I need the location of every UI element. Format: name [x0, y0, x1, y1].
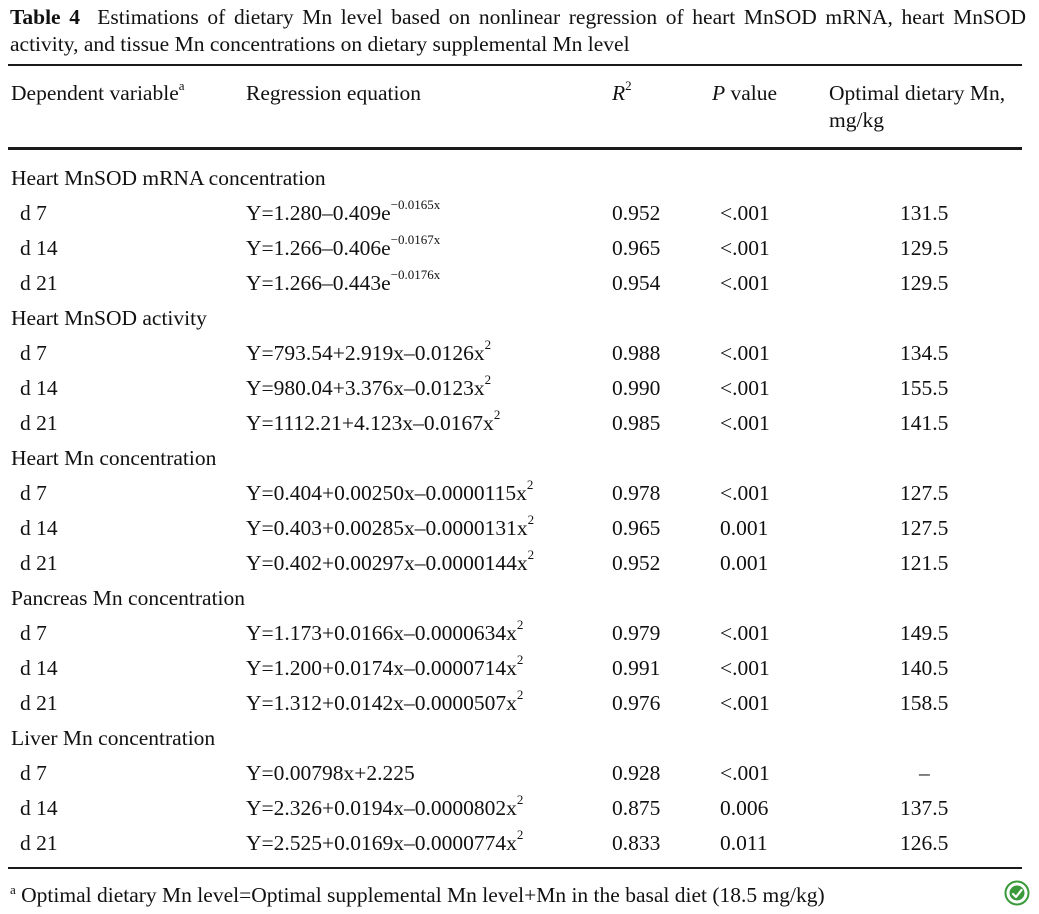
cell-day: d 7 — [20, 761, 47, 785]
cell-p-value: <.001 — [720, 411, 770, 435]
cell-day: d 7 — [20, 621, 47, 645]
equation-text: Y=2.525+0.0169x–0.0000774x — [246, 831, 517, 855]
cell-day: d 7 — [20, 201, 47, 225]
cell-optimal: – — [919, 761, 930, 785]
equation-text: Y=1.173+0.0166x–0.0000634x — [246, 621, 517, 645]
header-p-value: P value — [712, 81, 778, 105]
table-row — [0, 371, 1039, 406]
cell-equation — [246, 406, 500, 441]
table-row — [0, 336, 1039, 371]
section-row — [0, 721, 1039, 756]
equation-text: Y=0.00798x+2.225 — [246, 761, 415, 785]
cell-day: d 7 — [20, 341, 47, 365]
table-row — [0, 476, 1039, 511]
cell-day: d 7 — [20, 481, 47, 505]
equation-text: Y=2.326+0.0194x–0.0000802x — [246, 796, 517, 820]
cell-day: d 14 — [20, 516, 58, 540]
equation-exponent: 2 — [527, 546, 535, 562]
equation-exponent: 2 — [516, 791, 524, 807]
cell-equation — [246, 196, 440, 231]
table-caption — [10, 4, 1026, 58]
cell-r2: 0.990 — [612, 376, 661, 400]
cell-optimal: 121.5 — [900, 551, 949, 575]
section-row — [0, 161, 1039, 196]
cell-p-value: 0.011 — [720, 831, 768, 855]
equation-text: Y=0.402+0.00297x–0.0000144x — [246, 551, 528, 575]
table-row — [0, 231, 1039, 266]
cell-p-value: 0.006 — [720, 796, 769, 820]
cell-optimal: 129.5 — [900, 236, 949, 260]
cell-equation — [246, 546, 534, 581]
cell-r2: 0.952 — [612, 201, 661, 225]
table-row — [0, 826, 1039, 861]
section-title: Heart MnSOD activity — [11, 306, 207, 330]
section-title: Liver Mn concentration — [11, 726, 216, 750]
section-title: Heart MnSOD mRNA concentration — [11, 166, 326, 190]
cell-equation — [246, 511, 534, 546]
cell-day: d 14 — [20, 656, 58, 680]
cell-r2: 0.875 — [612, 796, 661, 820]
cell-r2: 0.978 — [612, 481, 661, 505]
header-equation: Regression equation — [246, 81, 421, 105]
equation-exponent: 2 — [516, 826, 524, 842]
cell-r2: 0.965 — [612, 236, 661, 260]
cell-p-value: <.001 — [720, 271, 770, 295]
cell-p-value: <.001 — [720, 481, 770, 505]
cell-equation — [246, 616, 523, 651]
table-row — [0, 266, 1039, 301]
table-label: Table 4 — [10, 5, 80, 29]
cell-p-value: 0.001 — [720, 516, 769, 540]
equation-exponent: 2 — [516, 616, 524, 632]
equation-exponent: 2 — [527, 511, 535, 527]
cell-p-value: 0.001 — [720, 551, 769, 575]
equation-exponent: 2 — [484, 336, 492, 352]
cell-day: d 14 — [20, 236, 58, 260]
equation-text: Y=0.403+0.00285x–0.0000131x — [246, 516, 528, 540]
table-row — [0, 406, 1039, 441]
cell-equation — [246, 266, 440, 301]
table-row — [0, 756, 1039, 791]
cell-equation — [246, 686, 523, 721]
table-row — [0, 616, 1039, 651]
cell-r2: 0.979 — [612, 621, 661, 645]
cell-equation — [246, 371, 491, 406]
cell-equation — [246, 826, 523, 861]
equation-exponent: 2 — [484, 371, 492, 387]
equation-text: Y=1112.21+4.123x–0.0167x — [246, 411, 494, 435]
cell-equation — [246, 651, 523, 686]
equation-text: Y=0.404+0.00250x–0.0000115x — [246, 481, 527, 505]
table-row — [0, 196, 1039, 231]
cell-equation — [246, 756, 415, 791]
cell-r2: 0.991 — [612, 656, 661, 680]
cell-r2: 0.954 — [612, 271, 661, 295]
section-row — [0, 441, 1039, 476]
cell-optimal: 127.5 — [900, 481, 949, 505]
header-dependent-note: a — [178, 77, 185, 93]
footnote-text: Optimal dietary Mn level=Optimal supplemental Mn level+Mn in the basal diet (18.5 mg/kg) — [21, 883, 825, 907]
cell-day: d 21 — [20, 691, 58, 715]
cell-optimal: 127.5 — [900, 516, 949, 540]
equation-text: Y=793.54+2.919x–0.0126x — [246, 341, 485, 365]
cell-r2: 0.928 — [612, 761, 661, 785]
caption-text: Estimations of dietary Mn level based on nonlinear regression of heart MnSOD mRNA, heart MnSOD activity, and tissue Mn concentrations on dietary supplemental Mn level — [10, 5, 1027, 56]
cell-optimal: 155.5 — [900, 376, 949, 400]
table-row — [0, 511, 1039, 546]
cell-optimal: 131.5 — [900, 201, 949, 225]
cell-day: d 14 — [20, 796, 58, 820]
table-row — [0, 651, 1039, 686]
equation-exponent: 2 — [516, 686, 524, 702]
header-dependent: Dependent variable$^a$ — [11, 77, 185, 105]
cell-day: d 21 — [20, 411, 58, 435]
section-row — [0, 581, 1039, 616]
cell-r2: 0.985 — [612, 411, 661, 435]
cell-optimal: 141.5 — [900, 411, 949, 435]
cell-optimal: 126.5 — [900, 831, 949, 855]
table-row — [0, 686, 1039, 721]
header-optimal: Optimal dietary Mn, mg/kg — [829, 81, 1006, 132]
table-row — [0, 546, 1039, 581]
header-rule — [8, 147, 1022, 150]
cell-optimal: 158.5 — [900, 691, 949, 715]
equation-exponent: −0.0176x — [390, 266, 441, 282]
cell-optimal: 137.5 — [900, 796, 949, 820]
equation-exponent: −0.0165x — [390, 196, 441, 212]
cell-p-value: <.001 — [720, 656, 770, 680]
cell-equation — [246, 336, 491, 371]
cell-day: d 14 — [20, 376, 58, 400]
cell-equation — [246, 791, 523, 826]
equation-exponent: 2 — [493, 406, 501, 422]
cell-p-value: <.001 — [720, 691, 770, 715]
footnote-mark: a — [10, 881, 16, 897]
section-row — [0, 301, 1039, 336]
table-row — [0, 791, 1039, 826]
cell-day: d 21 — [20, 551, 58, 575]
equation-text: Y=1.280–0.409e — [246, 201, 391, 225]
cell-equation — [246, 231, 440, 266]
cell-p-value: <.001 — [720, 621, 770, 645]
cell-p-value: <.001 — [720, 761, 770, 785]
cell-r2: 0.952 — [612, 551, 661, 575]
cell-optimal: 134.5 — [900, 341, 949, 365]
header-r2: $R^2$ — [612, 77, 632, 105]
cell-optimal: 129.5 — [900, 271, 949, 295]
cell-r2: 0.965 — [612, 516, 661, 540]
equation-text: Y=1.266–0.443e — [246, 271, 391, 295]
cell-r2: 0.976 — [612, 691, 661, 715]
equation-text: Y=980.04+3.376x–0.0123x — [246, 376, 485, 400]
footnote — [10, 882, 825, 909]
cell-day: d 21 — [20, 271, 58, 295]
equation-text: Y=1.266–0.406e — [246, 236, 391, 260]
section-title: Heart Mn concentration — [11, 446, 217, 470]
cell-p-value: <.001 — [720, 376, 770, 400]
cell-p-value: <.001 — [720, 341, 770, 365]
cell-optimal: 149.5 — [900, 621, 949, 645]
cell-p-value: <.001 — [720, 201, 770, 225]
cell-equation — [246, 476, 533, 511]
cell-r2: 0.988 — [612, 341, 661, 365]
equation-exponent: 2 — [526, 476, 534, 492]
top-rule — [8, 64, 1022, 66]
bottom-rule — [8, 867, 1022, 869]
section-title: Pancreas Mn concentration — [11, 586, 246, 610]
springer-link-icon[interactable] — [1004, 880, 1030, 906]
equation-exponent: 2 — [516, 651, 524, 667]
cell-day: d 21 — [20, 831, 58, 855]
cell-optimal: 140.5 — [900, 656, 949, 680]
equation-exponent: −0.0167x — [390, 231, 441, 247]
cell-p-value: <.001 — [720, 236, 770, 260]
equation-text: Y=1.200+0.0174x–0.0000714x — [246, 656, 517, 680]
cell-r2: 0.833 — [612, 831, 661, 855]
equation-text: Y=1.312+0.0142x–0.0000507x — [246, 691, 517, 715]
